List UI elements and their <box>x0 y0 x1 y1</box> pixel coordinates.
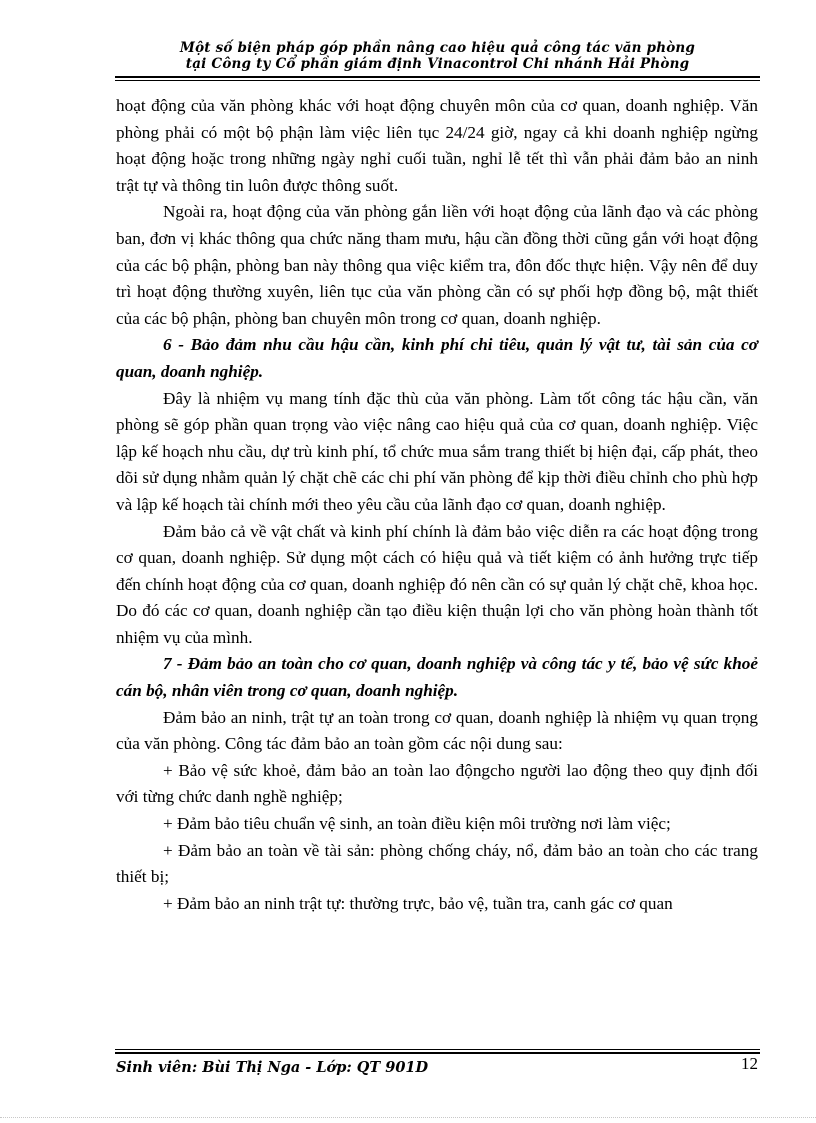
footer-rule <box>115 1049 760 1054</box>
header-rule <box>115 76 760 81</box>
list-item: + Đảm bảo tiêu chuẩn vệ sinh, an toàn điều kiện môi trường nơi làm việc; <box>163 814 671 834</box>
header-title-line-1: Một số biện pháp góp phần nâng cao hiệu quả công tác văn phòng <box>179 40 696 56</box>
paragraph: Đảm bảo cả về vật chất và kinh phí chính là đảm bảo việc diễn ra các hoạt động trong cơ quan, doanh nghiệp. Sử dụng một cách có hiệu quả và tiết kiệm có ảnh hưởng trực tiếp đến chính hoạt động của cơ quan, doanh nghiệp đó nên cần có sự quản lý chặt chẽ, khoa học. Do đó các cơ quan, doanh nghiệp cần tạo điều kiện thuận lợi cho văn phòng hoàn thành tốt nhiệm vụ của mình. <box>116 521 758 647</box>
paragraph-continued: hoạt động của văn phòng khác với hoạt động chuyên môn của cơ quan, doanh nghiệp. Văn phòng phải có một bộ phận làm việc liên tục 24/24 giờ, ngay cả khi doanh nghiệp ngừng hoạt động hoặc trong những ngày nghỉ cuối tuần, nghỉ lễ tết thì vẫn phải đảm bảo an ninh trật tự và thông tin luôn được thông suốt. <box>116 96 758 195</box>
section-heading-6: 6 - Bảo đảm nhu cầu hậu cần, kinh phí chi tiêu, quản lý vật tư, tài sản của cơ quan, doanh nghiệp. <box>116 335 758 381</box>
list-item: + Đảm bảo an ninh trật tự: thường trực, bảo vệ, tuần tra, canh gác cơ quan <box>163 893 673 913</box>
header-title-line-2: tại Công ty Cổ phần giám định Vinacontrol Chi nhánh Hải Phòng <box>185 56 690 72</box>
list-item: + Đảm bảo an toàn về tài sản: phòng chống cháy, nổ, đảm bảo an toàn cho các trang thiết bị; <box>116 840 758 887</box>
list-item: + Bảo vệ sức khoẻ, đảm bảo an toàn lao độngcho người lao động theo quy định đối với từng chức danh nghề nghiệp; <box>116 760 758 807</box>
section-heading-7: 7 - Đảm bảo an toàn cho cơ quan, doanh nghiệp và công tác y tế, bảo vệ sức khoẻ cán bộ, nhân viên trong cơ quan, doanh nghiệp. <box>116 654 758 701</box>
page-edge-divider <box>0 1117 816 1118</box>
page-body <box>116 93 758 917</box>
footer-student-info: Sinh viên: Bùi Thị Nga - Lớp: QT 901D <box>116 1059 429 1076</box>
page-number: 12 <box>741 1054 758 1073</box>
paragraph: Đảm bảo an ninh, trật tự an toàn trong cơ quan, doanh nghiệp là nhiệm vụ quan trọng của văn phòng. Công tác đảm bảo an toàn gồm các nội dung sau: <box>116 707 758 754</box>
running-header <box>115 40 760 72</box>
paragraph: Ngoài ra, hoạt động của văn phòng gắn liền với hoạt động của lãnh đạo và các phòng ban, đơn vị khác thông qua chức năng tham mưu, hậu cần đồng thời cũng gắn với hoạt động của các bộ phận, phòng ban này thông qua việc kiểm tra, đôn đốc thực hiện. Vậy nên để duy trì hoạt động thường xuyên, liên tục của văn phòng cần có sự phối hợp đồng bộ, mật thiết của các bộ phận, phòng ban chuyên môn trong cơ quan, doanh nghiệp. <box>116 202 758 328</box>
paragraph: Đây là nhiệm vụ mang tính đặc thù của văn phòng. Làm tốt công tác hậu cần, văn phòng sẽ góp phần quan trọng vào việc nâng cao hiệu quả của cơ quan, doanh nghiệp. Việc lập kế hoạch nhu cầu, dự trù kinh phí, tổ chức mua sắm trang thiết bị hiện đại, cấp phát, theo dõi sử dụng nhằm quản lý chặt chẽ các chi phí văn phòng để kịp thời điều chỉnh cho phù hợp và lập kế hoạch tài chính mới theo yêu cầu của lãnh đạo cơ quan, doanh nghiệp. <box>116 388 758 514</box>
